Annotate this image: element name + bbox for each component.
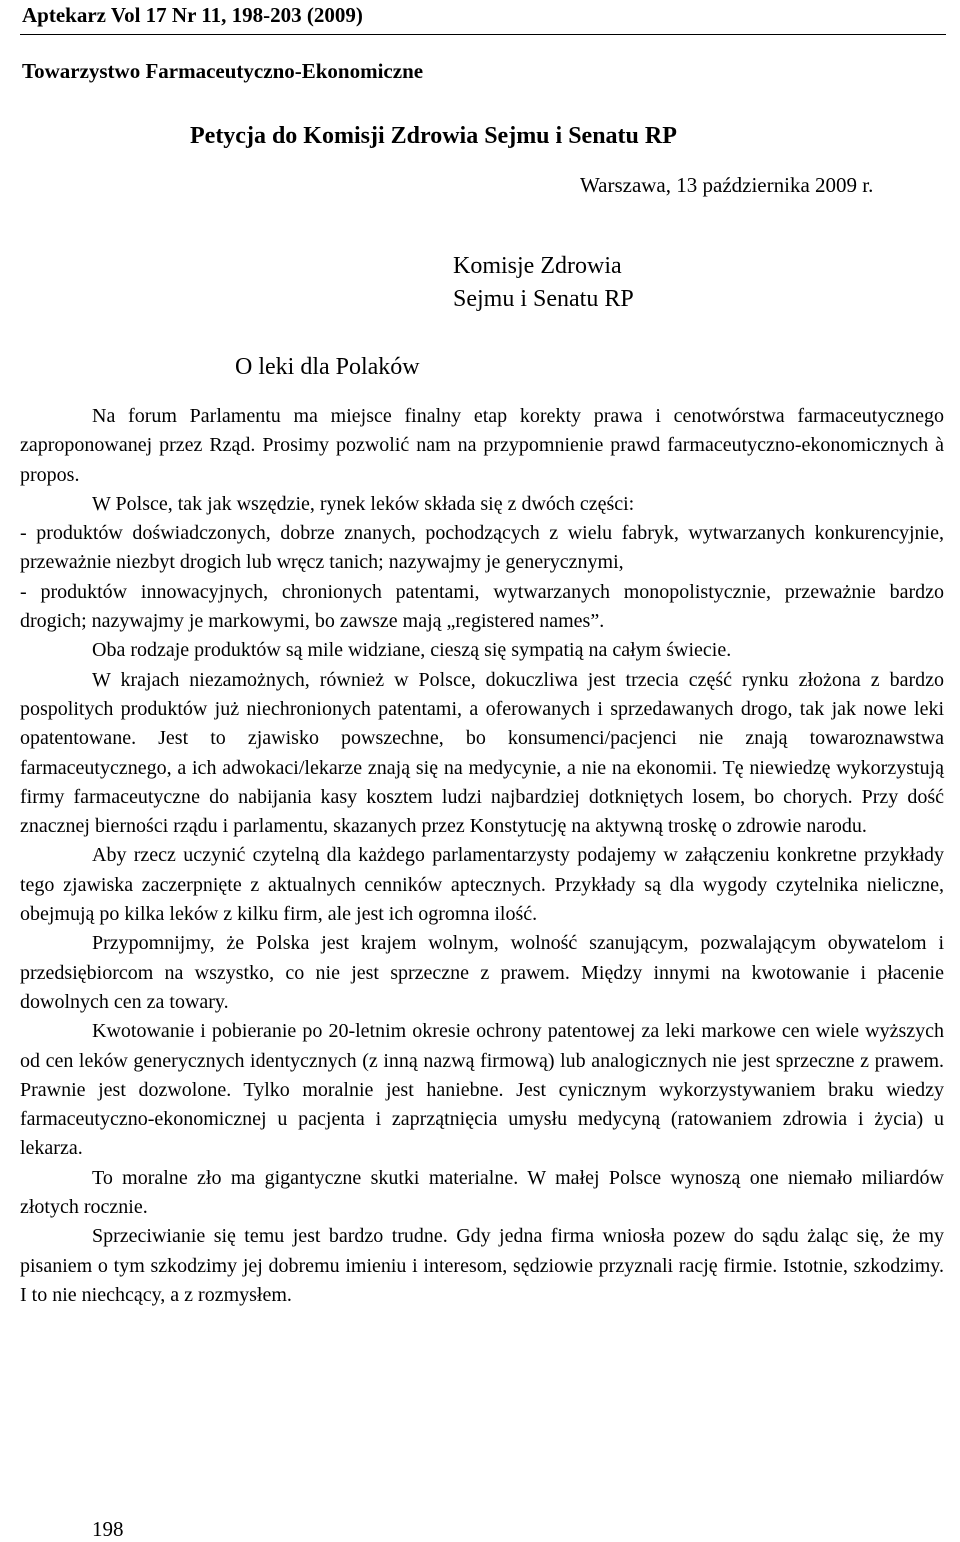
- body-text: [20, 402, 944, 1310]
- addressee-block: [453, 250, 634, 316]
- list-item: - produktów innowacyjnych, chronionych patentami, wytwarzanych monopolistycznie, przeważnie bardzo drogich; nazywajmy je markowymi, bo zawsze mają „registered names”.: [20, 580, 944, 633]
- paragraph: Sprzeciwianie się temu jest bardzo trudne. Gdy jedna firma wniosła pozew do sądu żaląc się, że my pisaniem o tym szkodzimy jej dobremu imieniu i interesom, sędziowie przyznali rację firmie. Istotnie, szkodzimy. I to nie niechcący, a z rozmysłem.: [20, 1225, 944, 1306]
- document-title: Petycja do Komisji Zdrowia Sejmu i Senatu RP: [190, 123, 677, 149]
- paragraph: Na forum Parlamentu ma miejsce finalny etap korekty prawa i cenotwórstwa farmaceutycznego zaproponowanej przez Rząd. Prosimy pozwolić nam na przypomnienie prawd farmaceutyczno-ekonomicznych à propos.: [20, 405, 944, 486]
- addressee-line-1: Komisje Zdrowia: [453, 253, 622, 279]
- paragraph: To moralne zło ma gigantyczne skutki materialne. W małej Polsce wynoszą one niemało miliardów złotych rocznie.: [20, 1166, 944, 1219]
- subject-heading: O leki dla Polaków: [235, 354, 420, 380]
- addressee-line-2: Sejmu i Senatu RP: [453, 286, 634, 312]
- paragraph: W krajach niezamożnych, również w Polsce, dokuczliwa jest trzecia część rynku złożona z bardzo pospolitych produktów już niechronionych patentami, a oferowanych i sprzedawanych drogo, tak jak nowe leki opatentowane. Jest to zjawisko powszechne, bo konsumenci/pacjenci nie znają towaroznawstwa farmaceutycznego, a ich adwokaci/lekarze znają się na medycynie, a nie na ekonomii. Tę niewiedzę wykorzystują firmy farmaceutyczne do nabijania kasy kosztem ludzi najbardziej dotkniętych losem, bo chorych. Przy dość znacznej bierności rządu i parlamentu, skazanych przez Konstytucję na aktywną troskę o zdrowie narodu.: [20, 668, 944, 838]
- header-rule: [20, 34, 946, 35]
- paragraph: Kwotowanie i pobieranie po 20-letnim okresie ochrony patentowej za leki markowe cen wiele wyższych od cen leków generycznych identycznych (z inną nazwą firmową) lub analogicznych nie jest sprzeczne z prawem. Prawnie jest dozwolone. Tylko moralnie jest haniebne. Jest cynicznym wykorzystywaniem braku wiedzy farmaceutyczno-ekonomicznej u pacjenta i zaprzątnięcia umysłu medycyną (ratowaniem zdrowia i życia) u lekarza.: [20, 1020, 944, 1160]
- organization-name: Towarzystwo Farmaceutyczno-Ekonomiczne: [22, 59, 424, 83]
- list-item: - produktów doświadczonych, dobrze znanych, pochodzących z wielu fabryk, wytwarzanych konkurencyjnie, przeważnie niezbyt drogich lub wręcz tanich; nazywajmy je generycznymi,: [20, 522, 944, 574]
- paragraph: W Polsce, tak jak wszędzie, rynek leków składa się z dwóch części:: [92, 492, 635, 515]
- running-head: Aptekarz Vol 17 Nr 11, 198-203 (2009): [22, 3, 363, 27]
- paragraph: Aby rzecz uczynić czytelną dla każdego parlamentarzysty podajemy w załączeniu konkretne przykłady tego zjawiska zaczerpnięte z aktualnych cenników aptecznych. Przykłady są dla wygody czytelnika nieliczne, obejmują po kilka leków z kilku firm, ale jest ich ogromna ilość.: [20, 844, 944, 926]
- document-date: Warszawa, 13 października 2009 r.: [580, 173, 874, 197]
- paragraph: Oba rodzaje produktów są mile widziane, cieszą się sympatią na całym świecie.: [92, 639, 732, 662]
- page-number: 198: [92, 1517, 124, 1541]
- paragraph: Przypomnijmy, że Polska jest krajem wolnym, wolność szanującym, pozwalającym obywatelom i przedsiębiorcom na wszystko, co nie jest sprzeczne z prawem. Między innymi na kwotowanie i płacenie dowolnych cen za towary.: [20, 932, 944, 1013]
